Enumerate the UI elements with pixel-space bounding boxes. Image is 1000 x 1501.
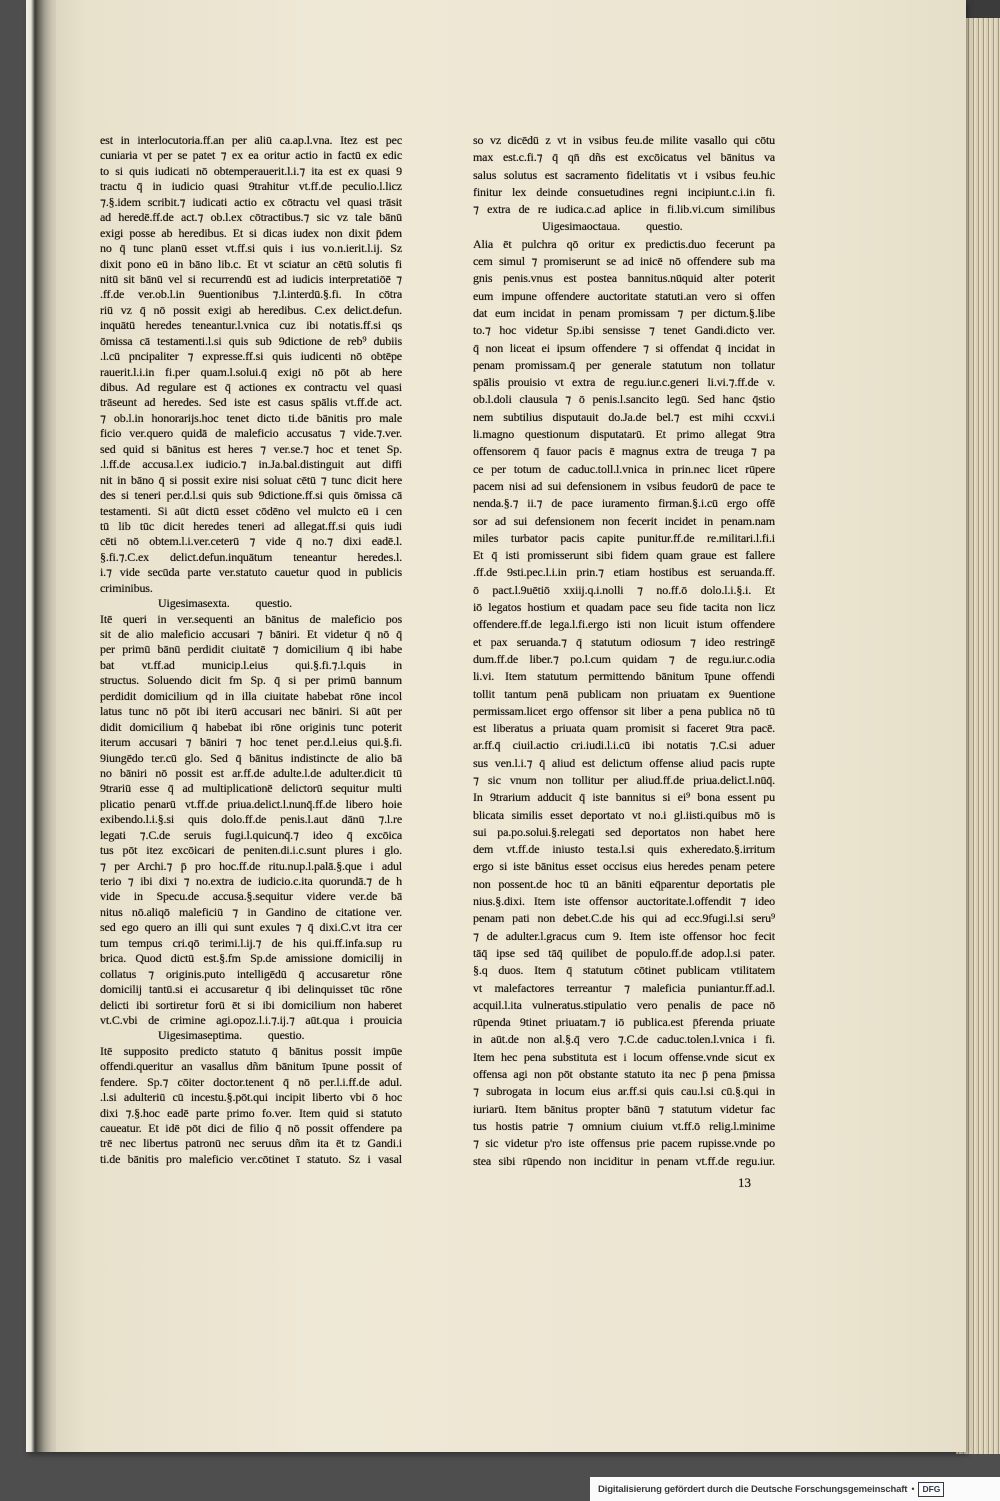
text-line: perdidit domicilium qd in illa ciuitate habebat rōne incol — [100, 688, 402, 703]
text-line: ⁊ sic vnum non tollitur per aliud.ff.de priua.delict.l.nūq̄. — [473, 772, 775, 787]
text-line: penam promissam.q̄ per generale statutum non tollatur — [473, 357, 775, 372]
page-number: 13 — [738, 1175, 751, 1190]
text-line: .ff.de 9sti.pec.l.i.in prin.⁊ etiam hostibus est seruanda.ff. — [473, 565, 775, 580]
text-line: dixi ⁊.§.hoc eadē parte primo fo.ver. Item quid si statuto — [100, 1105, 402, 1120]
text-line: ergo si iste bānitus esset occisus eius heredes penam petere — [473, 859, 775, 874]
text-line: exigi posse ab heredibus. Et si dicas iudex non dixit p̄dem — [100, 225, 402, 240]
text-line: trāseunt ad heredes. Sed iste est casus spālis vt.ff.de act. — [100, 395, 402, 410]
text-line: so vz dicēdū z vt in vsibus feu.de milite vasallo qui cōtu — [473, 133, 775, 147]
question-heading-word: questio. — [646, 219, 683, 234]
text-line: .l.cū pncipaliter ⁊ expresse.ff.si quis iudicenti nō obtēpe — [100, 349, 402, 364]
text-line: structus. Soluendo dicit fm Sp. q̄ si per primū bannum — [100, 673, 402, 688]
text-line: offensa agi non pōt obstante statuto ita nec p̄ pena p̄missa — [473, 1067, 775, 1082]
text-line: tum tempus cri.qō terimi.l.ij.⁊ de his qui.ff.infa.sup ru — [100, 935, 402, 950]
text-line: didit domicilium q̄ habebat ibi rōne originis tunc poterit — [100, 719, 402, 734]
text-line: dem vt.ff.de iniusto testa.l.si quis exheredato.§.irritum — [473, 842, 775, 857]
text-line: salus solutus est sacramento fidelitatis vt i vsibus feu.hic — [473, 167, 775, 182]
text-line: dat eum incidat in penam promissam ⁊ per dictum.§.libe — [473, 305, 775, 320]
text-line: ar.ff.q̄ ciuil.actio cri.iudi.l.i.cū ibi notatis ⁊.C.si aduer — [473, 738, 775, 753]
text-line: ⁊ subrogata in locum eius ar.ff.si quis cau.l.si cū.§.qui in — [473, 1084, 775, 1099]
text-line: trē nec libertus patronū nec seruus dñm ita ēt tz Gandi.i — [100, 1136, 402, 1151]
text-line: tāq̄ ipse sed tāq̄ quilibet de populo.ff.de adop.l.si pater. — [473, 945, 775, 960]
text-line: tractu q̄ in iudicio quasi 9trahitur vt.ff.de peculio.l.licz — [100, 179, 402, 194]
text-line: §.fi.⁊.C.ex delict.defun.inquātum teneantur heredes.l. — [100, 549, 402, 564]
question-heading-word: questio. — [255, 596, 293, 611]
text-line: In 9trarium adducit q̄ iste bannitus si ei⁹ bona essent pu — [473, 790, 775, 805]
text-line: nenda.§.⁊ ii.⁊ de pace iuramento firman.§.i.cū ergo offē — [473, 496, 775, 511]
text-line: acquil.l.ita vulneratus.stipulatio vero penalis de pace nō — [473, 997, 775, 1012]
funding-notice: Digitalisierung gefördert durch die Deutsche Forschungsgemeinschaft — [598, 1483, 908, 1495]
text-line: blicata similis esset deportato vt no.i gl.iisti.quibus mō is — [473, 807, 775, 822]
text-line: legati ⁊.C.de seruis fugi.l.quicunq̄.⁊ ideo q̄ excōica — [100, 827, 402, 842]
text-line: Alia ēt pulchra qō oritur ex predictis.duo fecerunt pa — [473, 236, 775, 251]
text-line: est liberatus a priuata quam promisit si faceret 9tra pacē. — [473, 721, 775, 736]
right-text-column — [473, 132, 775, 1170]
text-line: offensorem q̄ fauor pacis ē magnus extra de treuga ⁊ pa — [473, 444, 775, 459]
text-line: li.magno questionum disputatarū. Et primo allegat 9tra — [473, 427, 775, 442]
text-line: per primū bānū perdidit ciuitatē ⁊ domicilium q̄ ibi habe — [100, 642, 402, 657]
text-line: sed ego quero an illi qui sunt exules ⁊ q̄ dixi.C.vt itra cer — [100, 920, 402, 935]
question-heading-title: Uigesimasexta. — [158, 596, 230, 611]
scan-corner — [966, 0, 1000, 20]
text-line: gnis penis.vnus est postea bannitus.nūquid alter poterit — [473, 271, 775, 286]
text-line: sor ad sui defensionem non fecerit incidet in penam.nam — [473, 513, 775, 528]
text-line: iuriarū. Item bānitus propter bānū ⁊ statutum videtur fac — [473, 1101, 775, 1116]
text-line: Et q̄ isti promisserunt sibi fidem quam graue est fallere — [473, 548, 775, 563]
text-line: ⁊ sic videtur p'ro iste offensus prie pacem rupisse.vnde po — [473, 1136, 775, 1151]
text-line: dum.ff.de liber.⁊ po.l.cum quidam ⁊ de regu.iur.c.odia — [473, 651, 775, 666]
text-line: spālis prouisio vt extra de regu.iur.c.generi li.vi.⁊.ff.de v. — [473, 375, 775, 390]
text-line: li.vi. Item statutum permittendo bānitum īpune offendi — [473, 669, 775, 684]
text-line: ōmissa cā testamenti.l.si quis sub 9dictione de reb⁹ dubiis — [100, 333, 402, 348]
text-line: pacem nisi ad sui defensionem in vsibus feudorū de pace te — [473, 478, 775, 493]
text-line: exibendo.l.i.§.si quis dolo.ff.de penis.l.aut dānū ⁊.l.re — [100, 812, 402, 827]
text-line: vt.C.vbi de crimine agi.opoz.l.i.⁊.ij.⁊ aūt.qua i prouicia — [100, 1012, 402, 1027]
left-text-column — [100, 133, 402, 1167]
text-line: max est.c.fi.⁊ q̄ qn̄ dñs est excōicatus vel bānitus va — [473, 150, 775, 165]
text-line: domicilij tantū.si ei accusaretur q̄ ibi delinquisset tūc rōne — [100, 982, 402, 997]
text-line: tus hostis patrie ⁊ omnium ciuium vt.ff.ō relig.l.minime — [473, 1118, 775, 1133]
text-line: sit de alio maleficio accusari ⁊ bāniri. Et videtur q̄ nō q̄ — [100, 627, 402, 641]
text-line: et pax seruanda.⁊ q̄ statutum odiosum ⁊ ideo restringē — [473, 634, 775, 649]
text-line: penam pati non debet.C.de his qui ad ecc.9fugi.l.si seru⁹ — [473, 911, 775, 926]
footer-separator: • — [911, 1484, 915, 1494]
funding-footer — [590, 1477, 1000, 1501]
text-line: .l.ff.de accusa.l.ex iudicio.⁊ in.Ja.bal.distinguit aut diffi — [100, 457, 402, 472]
question-heading — [100, 1028, 402, 1043]
text-line: riū vz q̄ nō possit exigi ab heredibus. C.ex delict.defun. — [100, 302, 402, 317]
text-line: sui pa.po.solui.§.relegati sed deportatos non habet here — [473, 824, 775, 839]
text-line: cuniaria vt per se patet ⁊ ex ea oritur actio in factū ex edic — [100, 148, 402, 163]
text-line: offendi.queritur an vasallus dñm bānitum īpune possit of — [100, 1059, 402, 1074]
text-line: dixit pono eū in bāno lib.c. Et vt sciatur an cētū solutis fi — [100, 256, 402, 271]
text-line: ⁊.§.idem scribit.⁊ iudicati actio ex cōtractu vel quasi trāsit — [100, 194, 402, 209]
text-line: .l.si adulteriū cū incestu.§.pōt.qui incipit liberto vbi ō hoc — [100, 1090, 402, 1105]
text-line: 9trariū esse q̄ ad multiplicationē delictorū sequitur multi — [100, 781, 402, 796]
text-line: nem subtilius disputauit do.Ja.de bel.⁊ est mihi ccxvi.i — [473, 409, 775, 424]
text-line: ō pact.l.9uētiō xxiij.q.i.nolli ⁊ no.ff.ō dolo.l.i.§.i. Et — [473, 582, 775, 597]
text-line: ⁊ de adulter.l.gracus cum 9. Item iste offensor hoc fecit — [473, 928, 775, 943]
text-line: collatus ⁊ originis.puto intelligēdū q̄ accusaretur rōne — [100, 966, 402, 981]
text-line: Itē supposito predicto statuto q̄ bānitus possit impūe — [100, 1043, 402, 1058]
text-line: Itē queri in ver.sequenti an bānitus de maleficio pos — [100, 611, 402, 626]
text-line: ficio ver.quero quidā de maleficio accusatus ⁊ vide.⁊.ver. — [100, 426, 402, 441]
question-heading — [473, 218, 775, 235]
text-line: dibus. Ad regulare est q̄ actiones ex contractu vel quasi — [100, 380, 402, 394]
text-line: sus ven.l.i.⁊ q̄ aliud est delictum offense aliud pacis rupte — [473, 755, 775, 770]
text-line: no bāniri nō possit est ar.ff.de adulte.l.de adulter.dicit tū — [100, 765, 402, 780]
text-line: to.⁊ hoc videtur Sp.ibi sensisse ⁊ tenet Gandi.dicto ver. — [473, 323, 775, 338]
text-line: i.⁊ vide secūda parte ver.statuto cauetur quod in publicis — [100, 565, 402, 580]
question-heading — [100, 596, 402, 611]
text-line: rūpenda 9tinet priuatam.⁊ iō publica.est p̄ferenda priuate — [473, 1015, 775, 1030]
text-line: nitus nō.aliqō maleficiū ⁊ in Gandino de citatione ver. — [100, 904, 402, 919]
text-line: nius.§.dixi. Item iste offensor auctoritate.l.offendit ⁊ ideo — [473, 894, 775, 909]
text-line: latus tunc nō pōt ibi iterū accusari nec bāniri. Si aūt per — [100, 704, 402, 719]
text-line: ob.l.doli clausula ⁊ ō penis.l.sancito legū. Sed hanc q̄stio — [473, 392, 775, 407]
text-line: 9iungēdo ter.cū glo. Sed q̄ bānitus indistincte de alio bā — [100, 750, 402, 765]
question-heading-title: Uigesimaoctaua. — [542, 219, 621, 234]
text-line: non possent.de hoc tū an bāniti eq̄parentur deportatis ple — [473, 876, 775, 891]
text-line: plicatio penarū vt.ff.de priua.delict.l.nunq̄.ff.de libero hoie — [100, 796, 402, 811]
text-line: testamenti. Si aūt dictū esset cōdēno vel mulcto eū i cen — [100, 503, 402, 518]
text-line: §.q duos. Item q̄ statutum cōtinet publicam vtilitatem — [473, 963, 775, 978]
dfg-logo: DFG — [918, 1482, 944, 1497]
text-line: tollit tantum penā publicam non priuatam ex 9uentione — [473, 686, 775, 701]
text-line: terio ⁊ ibi dixi ⁊ no.extra de iudicio.c.ita quorundā.⁊ de h — [100, 874, 402, 888]
question-heading-title: Uigesimaseptima. — [158, 1028, 242, 1043]
text-line: criminibus. — [100, 580, 153, 595]
text-line: q̄ non liceat ei ipsum offendere ⁊ si offendat q̄ incidat in — [473, 340, 775, 355]
text-line: nit in bāno q̄ si possit exire nisi soluat cētū ⁊ tunc dicit here — [100, 472, 402, 487]
text-line: in aūt.de non al.§.q̄ vero ⁊.C.de caduc.tolen.l.vnica i fi. — [473, 1032, 775, 1047]
text-line: brica. Quod dictū est.§.fm Sp.de amissione domicilij in — [100, 951, 402, 966]
text-line: vide in Specu.de accusa.§.sequitur videre ver.de bā — [100, 889, 402, 904]
text-line: iō legatos hostium et quadam pace seu fide tacita non licz — [473, 600, 775, 615]
text-line: to si quis iudicati nō obtemperauerit.l.i.⁊ ita est ex quasi 9 — [100, 163, 402, 178]
text-line: tus pōt itez excōicari de peniten.di.i.c.sunt plures i glo. — [100, 843, 402, 858]
question-heading-word: questio. — [267, 1028, 305, 1043]
text-line: ⁊ ob.l.in honorarijs.hoc tenet dicto ti.de bānitis pro male — [100, 410, 402, 425]
text-line: caueatur. Et idē pōt dici de filio q̄ nō possit offendere pa — [100, 1121, 402, 1135]
text-line: est in interlocutoria.ff.an per aliū ca.ap.l.vna. Itez est pec — [100, 133, 402, 147]
text-line: finitur lex deinde consuetudines regni incipiunt.c.i.in fi. — [473, 184, 775, 199]
text-line: .ff.de ver.ob.l.in 9uentionibus ⁊.l.interdū.§.fi. In cōtra — [100, 287, 402, 302]
text-line: ad heredē.ff.de act.⁊ ob.l.ex cōtractibus.⁊ sic vz tale bānū — [100, 210, 402, 225]
text-line: eum impune offendere auctoritate statuti.an vero si offen — [473, 288, 775, 303]
text-line: ⁊ per Archi.⁊ p̄ pro hoc.ff.de ritu.nup.l.palā.§.que i adul — [100, 858, 402, 873]
text-line: no q̄ tunc planū esset vt.ff.si quis i ius vo.n.ierit.l.ij. Sz — [100, 241, 402, 256]
text-line: Item hec pena substituta est i locum offense.vnde sicut ex — [473, 1049, 775, 1064]
text-line: stea sibi rūpendo non inciditur in penam vt.ff.de regu.iur. — [473, 1153, 775, 1168]
text-line: nitū sit bānū vel si recurrendū est ad iudicis interpretatiōē ⁊ — [100, 271, 402, 286]
text-line: fendere. Sp.⁊ cōiter doctor.tenent q̄ nō per.l.i.ff.de adul. — [100, 1074, 402, 1089]
text-line: vt malefactores terreantur ⁊ maleficia puniantur.ff.ad.l. — [473, 980, 775, 995]
text-line: bat vt.ff.ad municip.l.eius qui.§.fi.⁊.l.quis in — [100, 657, 402, 672]
text-line: des si teneri per.d.l.si quis sub 9dictione.ff.si quis ōmissa cā — [100, 488, 402, 503]
text-line: ti.de bānitis pro maleficio ver.cōtinet ī statuto. Sz i vasal — [100, 1151, 402, 1166]
text-line: inquātū heredes teneantur.l.vnica cuz ibi notatis.ff.si qs — [100, 318, 402, 333]
text-line: sed quid si bānitus est heres ⁊ ver.se.⁊ hoc et tenet Sp. — [100, 441, 402, 456]
text-line: permissam.licet ergo offensor sit liber a pena publica nō tū — [473, 703, 775, 718]
text-line: miles turbator pacis capite punitur.ff.de re.militari.l.fi.i — [473, 530, 775, 545]
text-line: rauerit.l.i.in fi.per quam.l.solui.q̄ exigi nō pōt ab here — [100, 364, 402, 379]
text-line: iterum accusari ⁊ bāniri ⁊ hoc tenet per.d.l.eius qui.§.fi. — [100, 735, 402, 750]
text-line: offendere.ff.de lega.l.fi.ergo isti non licuit istum offendere — [473, 617, 775, 632]
text-line: ⁊ extra de re iudica.c.ad aplice in fi.lib.vi.cum similibus — [473, 202, 775, 217]
text-line: cēti nō obtem.l.i.ver.ceterū ⁊ vide q̄ no.⁊ dixi eadē.l. — [100, 534, 402, 549]
text-line: ce per totum de caduc.toll.l.vnica in prin.nec licet rūpere — [473, 461, 775, 476]
binding-gutter — [26, 0, 56, 1452]
text-line: tū lib tūc dicit heredes teneri ad allegat.ff.si quis iudi — [100, 518, 402, 533]
text-line: cem simul ⁊ promiserunt se ad inicē nō offendere sub ma — [473, 254, 775, 269]
text-line: delicti ibi sortiretur forū ēt si ibi domicilium non haberet — [100, 997, 402, 1012]
